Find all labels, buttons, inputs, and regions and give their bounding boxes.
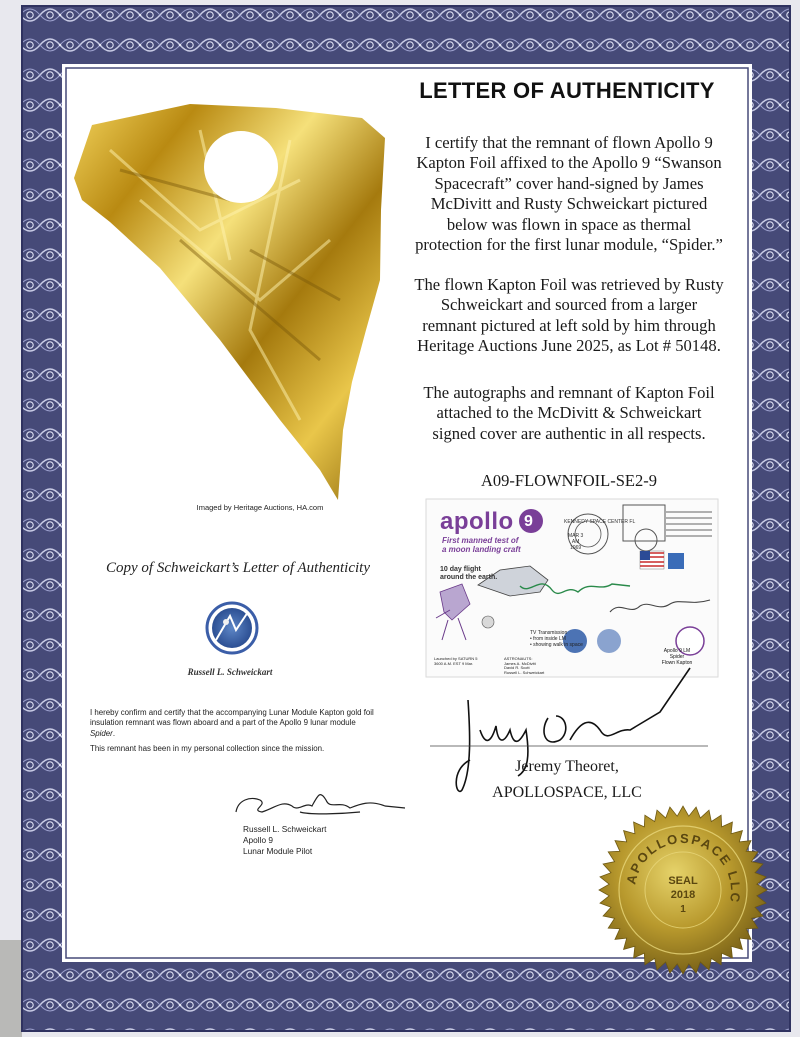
cover-lm-kapton-label: Apollo 9 LM Spider Flown Kapton: [661, 648, 693, 666]
svg-text:2018: 2018: [670, 889, 696, 901]
signatory-name: Jeremy Theoret,: [515, 758, 619, 775]
cover-postmark-city: KENNEDY SPACE CENTER FL: [564, 519, 636, 525]
letter-heading: LETTER OF AUTHENTICITY: [419, 78, 715, 103]
cover-astronauts: ASTRONAUTS: James A. McDivitt David R. Scott Russell L. Schweickart: [504, 656, 545, 675]
cover-subtitle: First manned test of a moon landing craft: [442, 536, 521, 554]
seal-text-ring: [600, 808, 766, 974]
image-credit: Imaged by Heritage Auctions, HA.com: [196, 503, 324, 512]
cover-tv-text: TV Transmission • from inside LM • showing walk in space: [530, 630, 583, 648]
copy-caption: Copy of Schweickart’s Letter of Authenticity: [106, 560, 370, 576]
cover-nine-badge: 9: [524, 513, 533, 530]
certification-paragraph: I certify that the remnant of flown Apollo 9 Kapton Foil affixed to the Apollo 9 “Swanson Spacecraft” cover hand-signed by James McDivitt and Rusty Schweickart pictured below was flown in space as thermal protection for the first lunar module, “Spider.”: [415, 133, 723, 255]
svg-text:1: 1: [680, 904, 686, 915]
cover-text-layer: [426, 499, 718, 677]
signatory-company: APOLLOSPACE, LLC: [492, 784, 642, 801]
svg-text:APOLLOSPACE LLC: APOLLOSPACE LLC: [623, 830, 744, 906]
signer-role: Lunar Module Pilot: [243, 846, 313, 856]
signer-name: Russell L. Schweickart: [243, 824, 327, 834]
authenticity-paragraph: The autographs and remnant of Kapton Foil attached to the McDivitt & Schweickart signed cover are authentic in all respects.: [423, 383, 715, 443]
cover-launch-text: Launched by SATURN 5 3600 A.M. EST 9 Mar.: [434, 656, 478, 666]
cover-orbit-text: 10 day flight around the earth.: [440, 566, 498, 581]
signer-mission: Apollo 9: [243, 835, 273, 845]
schweickart-collection-text: This remnant has been in my personal collection since the mission.: [90, 744, 325, 753]
nasa-medallion-icon: [207, 603, 257, 653]
catalog-number: A09-FLOWNFOIL-SE2-9: [481, 471, 657, 490]
letterhead-name: Russell L. Schweickart: [187, 667, 273, 677]
cover-apollo-logo: apollo: [440, 508, 514, 535]
cover-postmark-date: MAR 3 AM 1969: [568, 533, 584, 551]
schweickart-certify-text: I hereby confirm and certify that the accompanying Lunar Module Kapton gold foil insulation remnant was flown aboard and a part of the Apollo 9 lunar module Spider.: [90, 708, 374, 738]
svg-text:SEAL: SEAL: [668, 875, 698, 887]
provenance-paragraph: The flown Kapton Foil was retrieved by Rusty Schweickart and sourced from a larger remnant pictured at left sold by him through Heritage Auctions June 2025, as Lot # 50148.: [414, 275, 724, 356]
